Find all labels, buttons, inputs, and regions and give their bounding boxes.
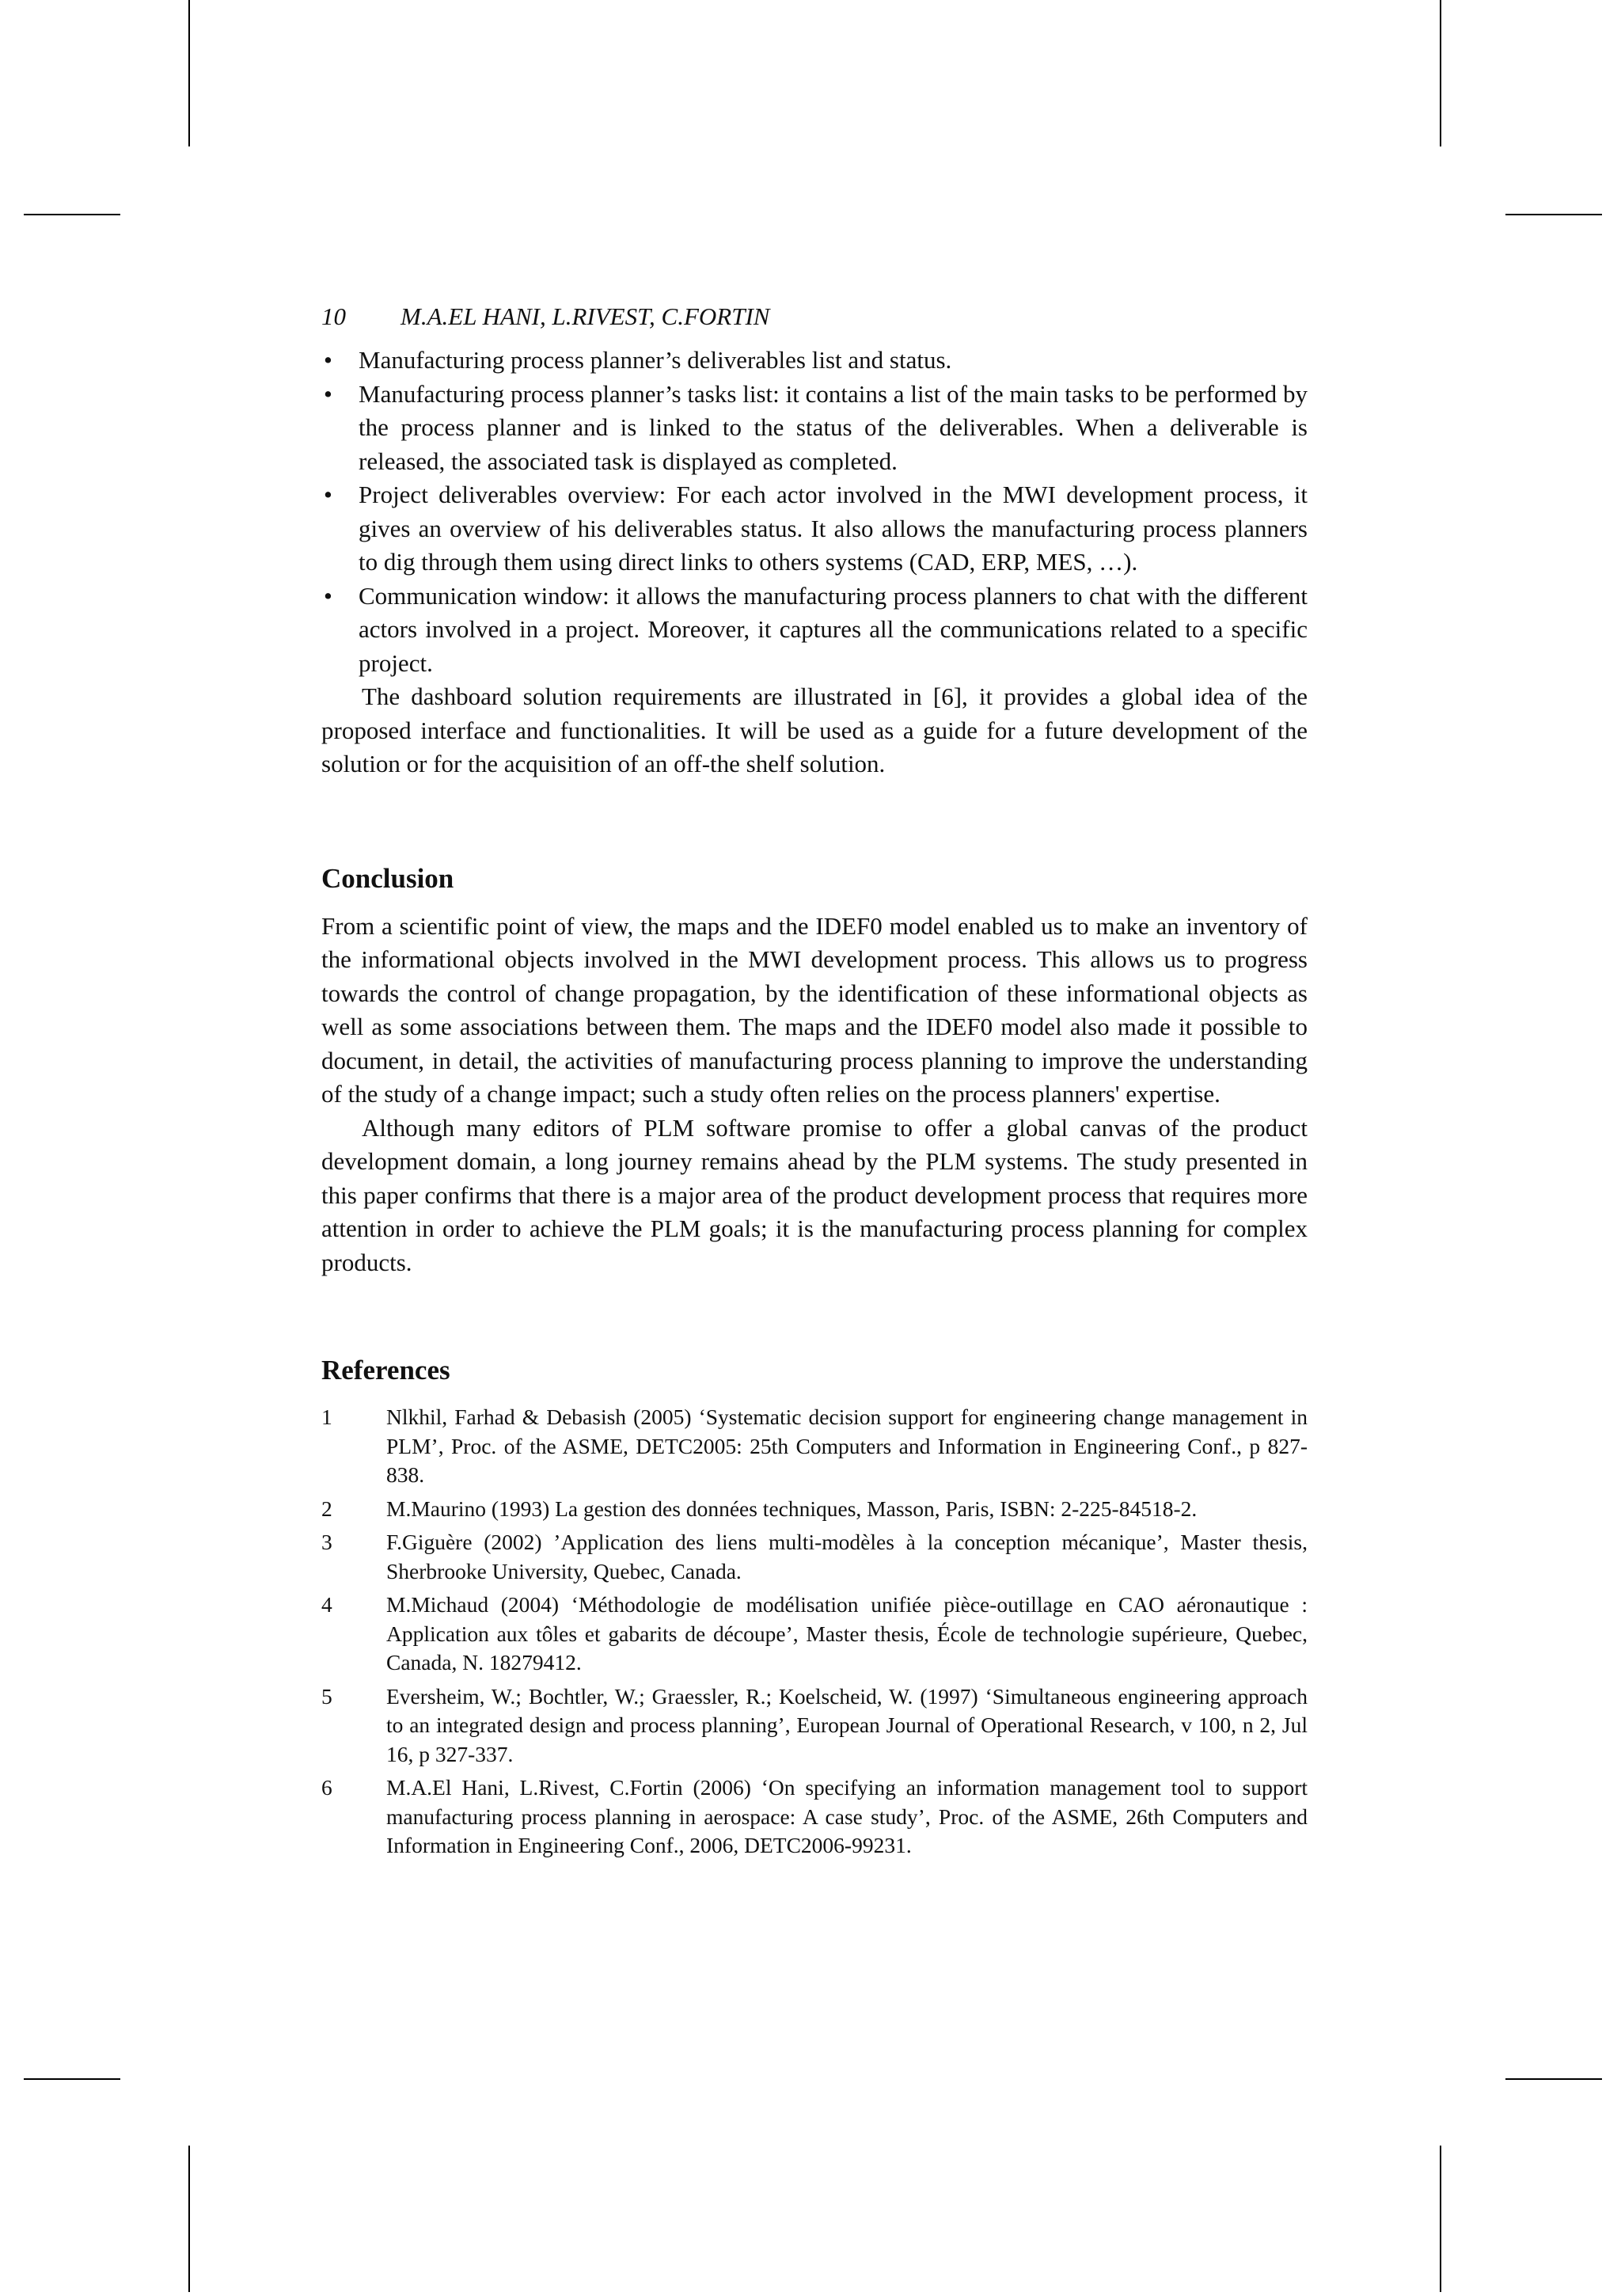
bullet-icon: • bbox=[324, 346, 332, 374]
reference-number: 1 bbox=[321, 1405, 332, 1429]
reference-item bbox=[321, 1495, 1308, 1524]
header-authors: M.A.EL HANI, L.RIVEST, C.FORTIN bbox=[401, 302, 770, 330]
crop-mark-top-right-horizontal bbox=[1505, 214, 1602, 215]
dashboard-paragraph: The dashboard solution requirements are illustrated in [6], it provides a global idea of the proposed interface and functionalities. It will be used as a guide for a future development of the solution or for the acquisition of an off-the shelf solution. bbox=[321, 682, 1308, 777]
reference-item bbox=[321, 1773, 1308, 1861]
feature-bullet-list bbox=[321, 344, 1308, 680]
crop-mark-bottom-right-vertical bbox=[1440, 2146, 1441, 2292]
reference-number: 6 bbox=[321, 1775, 332, 1800]
bullet-item bbox=[321, 344, 1308, 378]
references-heading: References bbox=[321, 1355, 450, 1386]
reference-list bbox=[321, 1403, 1308, 1861]
crop-mark-top-left-vertical bbox=[188, 0, 190, 146]
bullet-item bbox=[321, 580, 1308, 681]
bullet-icon: • bbox=[324, 581, 332, 610]
crop-mark-bottom-left-vertical bbox=[188, 2146, 190, 2292]
page-number: 10 bbox=[321, 302, 346, 330]
crop-mark-bottom-right-horizontal bbox=[1505, 2078, 1602, 2080]
reference-item bbox=[321, 1528, 1308, 1586]
reference-number: 3 bbox=[321, 1530, 332, 1554]
reference-number: 2 bbox=[321, 1496, 332, 1521]
reference-number: 4 bbox=[321, 1592, 332, 1617]
reference-item bbox=[321, 1403, 1308, 1490]
crop-mark-top-left-horizontal bbox=[24, 214, 120, 215]
reference-item bbox=[321, 1682, 1308, 1770]
reference-text: M.Maurino (1993) La gestion des données techniques, Masson, Paris, ISBN: 2-225-84518-2. bbox=[386, 1496, 1198, 1521]
conclusion-heading: Conclusion bbox=[321, 862, 454, 894]
reference-number: 5 bbox=[321, 1683, 332, 1709]
reference-text: F.Giguère (2002) ’Application des liens multi-modèles à la conception mécanique’, Master thesis, Sherbrooke University, Quebec, Canada. bbox=[386, 1530, 1308, 1583]
bullet-text: Manufacturing process planner’s deliverables list and status. bbox=[359, 346, 952, 374]
reference-item bbox=[321, 1591, 1308, 1678]
bullet-item bbox=[321, 478, 1308, 580]
bullet-text: Communication window: it allows the manufacturing process planners to chat with the different actors involved in a project. Moreover, it captures all the communications related to a specific project. bbox=[359, 581, 1308, 677]
bullet-text: Project deliverables overview: For each actor involved in the MWI development process, it gives an overview of his deliverables status. It also allows the manufacturing process planners to dig through them using direct links to others systems (CAD, ERP, MES, …). bbox=[359, 481, 1308, 576]
conclusion-paragraph-2: Although many editors of PLM software promise to offer a global canvas of the product development domain, a long journey remains ahead by the PLM systems. The study presented in this paper confirms that there is a major area of the product development process that requires more attention in order to achieve the PLM goals; it is the manufacturing process planning for complex products. bbox=[321, 1113, 1308, 1276]
bullet-text: Manufacturing process planner’s tasks list: it contains a list of the main tasks to be performed by the process planner and is linked to the status of the deliverables. When a deliverable is released, the associated task is displayed as completed. bbox=[359, 379, 1308, 475]
reference-text: Eversheim, W.; Bochtler, W.; Graessler, R.; Koelscheid, W. (1997) ‘Simultaneous engineering approach to an integrated design and process planning’, European Journal of Operational Research, v 100, n 2, Jul 16, p 327-337. bbox=[386, 1683, 1308, 1766]
crop-mark-bottom-left-horizontal bbox=[24, 2078, 120, 2080]
bullet-icon: • bbox=[324, 379, 332, 408]
reference-text: Nlkhil, Farhad & Debasish (2005) ‘Systematic decision support for engineering change management in PLM’, Proc. of the ASME, DETC2005: 25th Computers and Information in Engineering Conf., p 827-838. bbox=[386, 1405, 1308, 1487]
bullet-icon: • bbox=[324, 481, 332, 508]
running-header bbox=[321, 301, 1308, 333]
conclusion-paragraph-1: From a scientific point of view, the maps and the IDEF0 model enabled us to make an inventory of the informational objects involved in the MWI development process. This allows us to progress towards the control of change propagation, by the identification of these informational objects as well as some associations between them. The maps and the IDEF0 model also made it possible to document, in detail, the activities of manufacturing process planning to improve the understanding of the study of a change impact; such a study often relies on the process planners' expertise. bbox=[321, 911, 1308, 1108]
reference-text: M.A.El Hani, L.Rivest, C.Fortin (2006) ‘On specifying an information management tool to support manufacturing process planning in aerospace: A case study’, Proc. of the ASME, 26th Computers and Information in Engineering Conf., 2006, DETC2006-99231. bbox=[386, 1775, 1308, 1857]
reference-text: M.Michaud (2004) ‘Méthodologie de modélisation unifiée pièce-outillage en CAO aéronautique : Application aux tôles et gabarits de découpe’, Master thesis, École de technologie supérieure, Quebec, Canada, N. 18279412. bbox=[386, 1592, 1308, 1674]
page-content bbox=[321, 301, 1308, 1865]
crop-mark-top-right-vertical bbox=[1440, 0, 1441, 146]
bullet-item bbox=[321, 378, 1308, 479]
